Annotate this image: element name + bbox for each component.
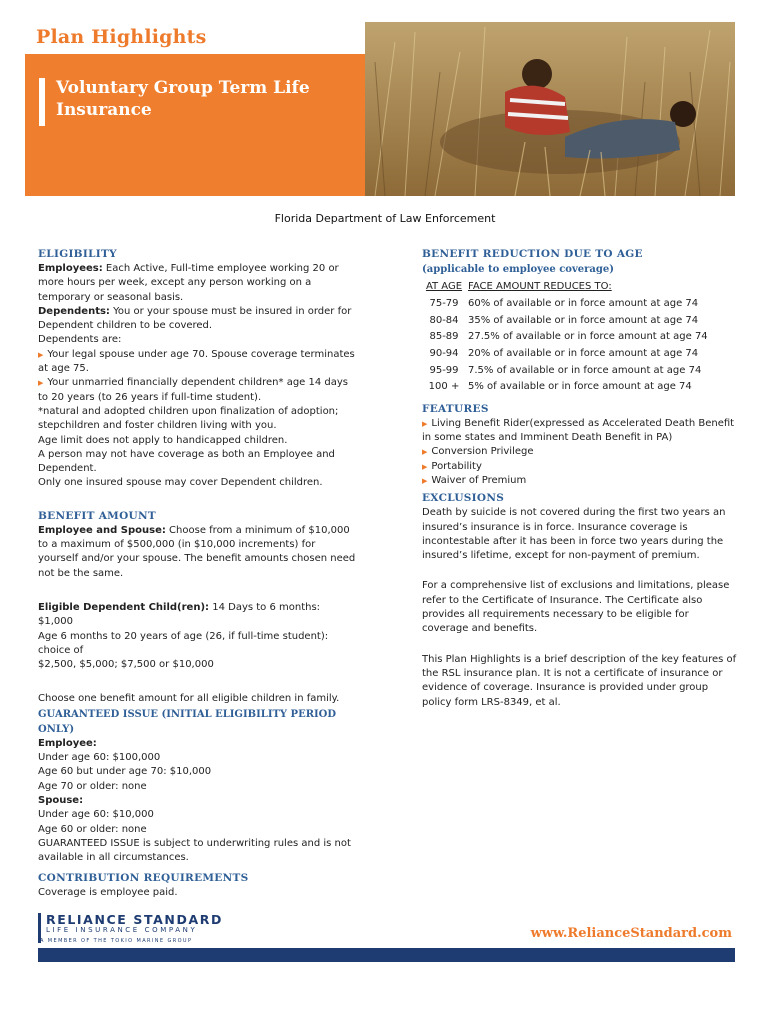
dependents-text: You or your spouse must be insured in order for Dependent children to be covered.: [38, 305, 352, 332]
eligibility-heading: ELIGIBILITY: [38, 248, 117, 260]
table-header: [422, 279, 737, 296]
col-amount-header: FACE AMOUNT REDUCES TO:: [468, 281, 612, 293]
exclusions-paragraph: For a comprehensive list of exclusions and limitations, please refer to the Certificate of Insurance. The Certificate also provides all requirements necessary to be eligible for coverage and benefits.: [422, 580, 730, 635]
list-item: [38, 348, 358, 377]
list-item: [422, 417, 737, 446]
bullet-text: Your unmarried financially dependent children* age 14 days to 20 years (to 26 years if full-time student).: [38, 377, 349, 403]
amount-cell: 35% of available or in force amount at age 74: [468, 314, 699, 326]
feature-text: Portability: [431, 460, 482, 472]
child-label: Eligible Dependent Child(ren):: [38, 601, 210, 613]
feature-text: Living Benefit Rider(expressed as Accelerated Death Benefit in some states and Imminent Death Benefit in PA): [422, 417, 735, 444]
triangle-bullet-icon: ▶: [38, 350, 44, 359]
logo-tagline: A MEMBER OF THE TOKIO MARINE GROUP: [40, 938, 193, 944]
contribution-text: Coverage is employee paid.: [38, 887, 178, 899]
hero-banner: [25, 22, 735, 196]
gi-note: GUARANTEED ISSUE is subject to underwriting rules and is not available in all circumstances.: [38, 837, 351, 864]
list-item: [422, 445, 737, 459]
title-accent-bar: [39, 78, 45, 126]
reliance-standard-logo: [38, 911, 238, 947]
table-row: [422, 312, 737, 329]
website-link[interactable]: www.RelianceStandard.com: [530, 926, 732, 941]
feature-text: Conversion Privilege: [431, 446, 534, 458]
eligibility-employees: [38, 262, 358, 305]
features-heading: FEATURES: [422, 402, 489, 415]
table-row: [422, 346, 737, 363]
employee-spouse-text: Choose from a minimum of $10,000 to a maximum of $500,000 (in $10,000 increments) for yourself and/or your spouse. The benefit amounts chosen need not be the same.: [38, 524, 356, 579]
table-row: [422, 329, 737, 346]
logo-main-text: RELIANCE STANDARD: [46, 912, 223, 927]
age-cell: 100 +: [428, 381, 460, 393]
gi-line: Age 60 but under age 70: $10,000: [38, 766, 212, 778]
document-title: Voluntary Group Term Life Insurance: [56, 78, 310, 120]
age-cell: 90-94: [429, 347, 459, 359]
eligibility-note: Age limit does not apply to handicapped children.: [38, 434, 288, 446]
table-row: [422, 379, 737, 396]
disclaimer-paragraph: This Plan Highlights is a brief description of the key features of the RSL insurance plan. It is not a certificate of insurance or evidence of coverage. Insurance is provided under group policy form LRS-8349, et al.: [422, 653, 737, 708]
eligibility-note: Only one insured spouse may cover Dependent children.: [38, 477, 323, 489]
exclusions-heading: EXCLUSIONS: [422, 492, 505, 505]
gi-spouse-label: Spouse:: [38, 794, 84, 806]
guaranteed-issue-heading: GUARANTEED ISSUE (INITIAL ELIGIBILITY PERIOD ONLY): [38, 708, 337, 735]
list-item: [422, 460, 737, 474]
benefit-reduction-table: [422, 279, 737, 396]
left-column: [38, 247, 358, 901]
title-panel: [25, 54, 365, 196]
gi-line: Age 60 or older: none: [38, 823, 147, 835]
triangle-bullet-icon: ▶: [422, 448, 428, 457]
child-amount: [38, 601, 358, 630]
hero-photo: [365, 22, 735, 196]
choose-one-note: Choose one benefit amount for all eligible children in family.: [38, 693, 340, 705]
eligibility-dependents: [38, 305, 358, 334]
list-item: [422, 474, 737, 488]
field-photo-illustration: [365, 22, 735, 196]
age-cell: 95-99: [429, 364, 459, 376]
right-column: [422, 247, 737, 710]
age-cell: 80-84: [429, 314, 459, 326]
footer-rule: [38, 948, 735, 962]
employee-spouse-amount: [38, 524, 358, 581]
benefit-reduction-heading: BENEFIT REDUCTION DUE TO AGE: [422, 248, 643, 260]
feature-text: Waiver of Premium: [431, 475, 527, 486]
logo-sub-text: LIFE INSURANCE COMPANY: [46, 926, 198, 934]
gi-line: Under age 60: $100,000: [38, 752, 161, 764]
dependents-label: Dependents:: [38, 305, 110, 317]
triangle-bullet-icon: ▶: [422, 477, 428, 485]
age-cell: 85-89: [429, 331, 459, 343]
age-cell: 75-79: [429, 297, 459, 309]
amount-cell: 7.5% of available or in force amount at age 74: [468, 364, 702, 376]
gi-line: Age 70 or older: none: [38, 780, 147, 792]
employee-spouse-label: Employee and Spouse:: [38, 524, 166, 536]
child-text: 14 Days to 6 months: $1,000: [38, 601, 321, 628]
bullet-text: Your legal spouse under age 70. Spouse coverage terminates at age 75.: [38, 348, 355, 375]
col-age-header: AT AGE: [425, 281, 463, 293]
eligibility-note: *natural and adopted children upon finalization of adoption; stepchildren and foster children living with you.: [38, 405, 339, 432]
amount-cell: 60% of available or in force amount at age 74: [468, 297, 699, 309]
agency-name: Florida Department of Law Enforcement: [274, 212, 496, 225]
amount-cell: 20% of available or in force amount at age 74: [468, 347, 699, 359]
gi-line: Under age 60: $10,000: [38, 809, 154, 821]
employees-text: Each Active, Full-time employee working 20 or more hours per week, except any person working on a temporary or seasonal basis.: [38, 263, 339, 303]
employees-label: Employees:: [38, 263, 103, 274]
triangle-bullet-icon: ▶: [422, 419, 428, 428]
amount-cell: 5% of available or in force amount at age 74: [468, 381, 692, 393]
dependents-are: Dependents are:: [38, 334, 122, 346]
child-age-line: Age 6 months to 20 years of age (26, if full-time student): choice of: [38, 630, 329, 656]
triangle-bullet-icon: ▶: [422, 462, 428, 471]
contribution-heading: CONTRIBUTION REQUIREMENTS: [38, 872, 249, 885]
exclusions-paragraph: Death by suicide is not covered during the first two years an insured’s insurance is in force. Insurance coverage is incontestable after it has been in force two years during the insured’s lifetime, except for non-payment of premium.: [422, 507, 726, 562]
table-row: [422, 296, 737, 313]
table-row: [422, 362, 737, 379]
benefit-amount-heading: BENEFIT AMOUNT: [38, 509, 156, 522]
eligibility-note: A person may not have coverage as both an Employee and Dependent.: [38, 448, 335, 475]
child-amounts: $2,500, $5,000; $7,500 or $10,000: [38, 659, 214, 671]
page-title: Plan Highlights: [36, 26, 207, 48]
list-item: [38, 376, 358, 405]
gi-employee-label: Employee:: [38, 737, 97, 749]
amount-cell: 27.5% of available or in force amount at age 74: [468, 331, 708, 343]
benefit-reduction-subheading: (applicable to employee coverage): [422, 264, 614, 275]
triangle-bullet-icon: ▶: [38, 379, 44, 388]
